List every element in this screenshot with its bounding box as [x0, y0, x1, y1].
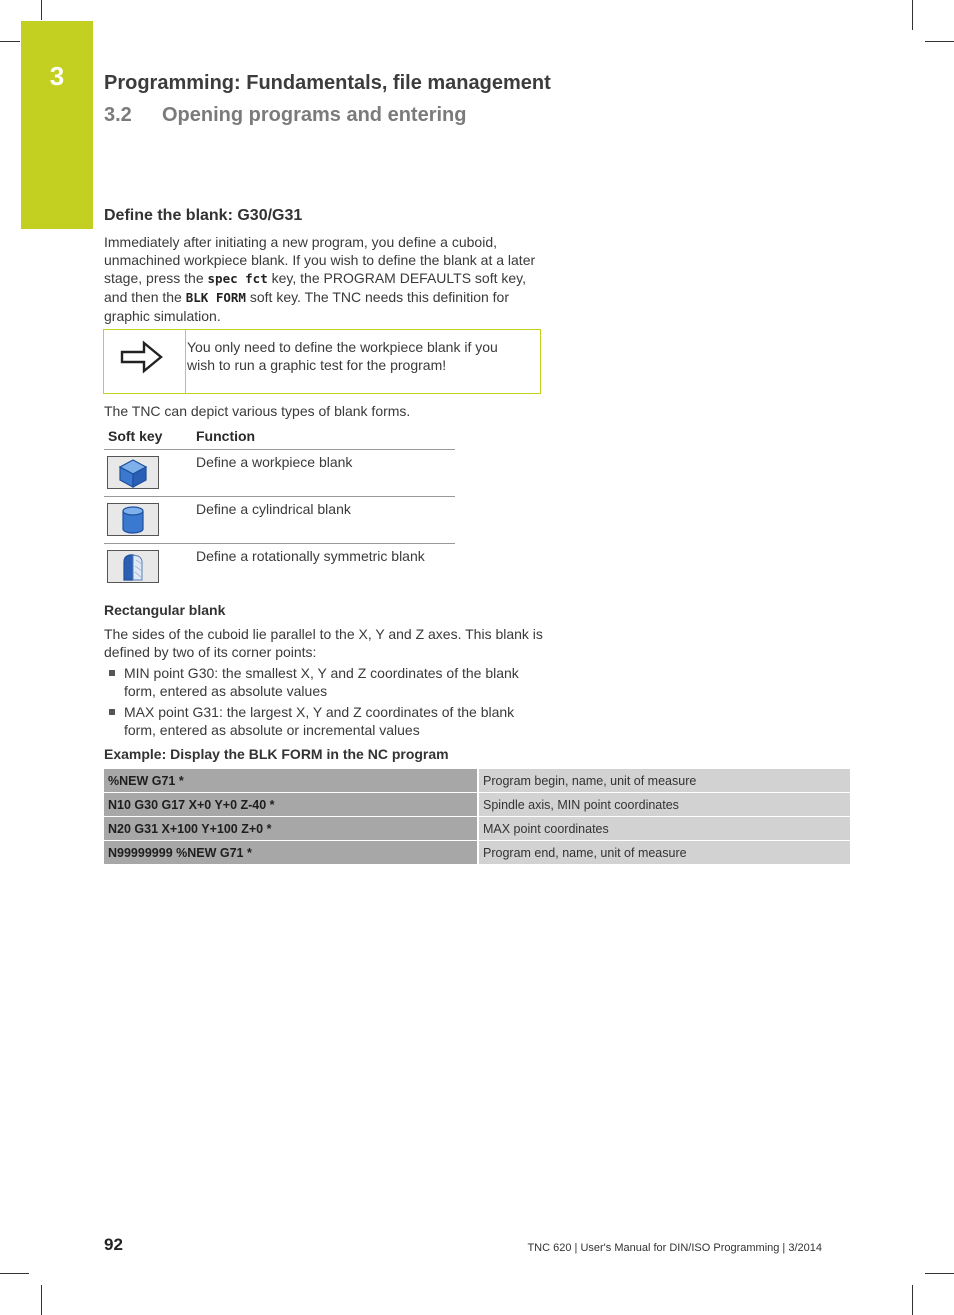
- forms-intro: The TNC can depict various types of blank forms.: [104, 403, 411, 419]
- function-text: Define a workpiece blank: [196, 454, 353, 470]
- softkey-table: [104, 426, 455, 590]
- spec-fct-key: spec fct: [207, 271, 268, 286]
- cuboid-blank-icon: [118, 458, 148, 488]
- note-divider: [185, 330, 186, 393]
- nc-code: N20 G31 X+100 Y+100 Z+0 *: [104, 817, 478, 841]
- cylinder-blank-softkey[interactable]: [107, 503, 159, 536]
- crop-mark: [41, 0, 42, 20]
- crop-mark: [0, 1273, 29, 1274]
- subheading-rectangular: Rectangular blank: [104, 602, 226, 618]
- function-text: Define a rotationally symmetric blank: [196, 548, 425, 564]
- bullet-list: [104, 664, 544, 742]
- nc-code: %NEW G71 *: [104, 769, 478, 793]
- section-heading: Define the blank: G30/G31: [104, 207, 303, 224]
- cuboid-blank-softkey[interactable]: [107, 456, 159, 489]
- arrow-right-icon: [120, 340, 164, 379]
- list-item: MIN point G30: the smallest X, Y and Z coordinates of the blank form, entered as absolute values: [104, 664, 544, 700]
- section-number: 3.2: [104, 104, 132, 126]
- nc-description: Program end, name, unit of measure: [478, 841, 850, 865]
- softkey-table-header: [104, 426, 455, 450]
- table-row: [104, 497, 455, 544]
- function-text: Define a cylindrical blank: [196, 501, 351, 517]
- page-number: 92: [104, 1235, 123, 1254]
- crop-mark: [925, 41, 954, 42]
- crop-mark: [41, 1285, 42, 1315]
- table-row: [104, 841, 850, 865]
- nc-description: Program begin, name, unit of measure: [478, 769, 850, 793]
- note-text: You only need to define the workpiece blank if you wish to run a graphic test for the program!: [187, 339, 498, 373]
- nc-program-table: [104, 769, 850, 865]
- crop-mark: [912, 0, 913, 30]
- cylinder-blank-icon: [119, 505, 147, 535]
- header-function: Function: [196, 428, 256, 444]
- crop-mark: [0, 41, 20, 42]
- rotational-blank-icon: [116, 552, 150, 582]
- table-row: [104, 793, 850, 817]
- crop-mark: [925, 1273, 954, 1274]
- nc-description: Spindle axis, MIN point coordinates: [478, 793, 850, 817]
- footer-text: TNC 620 | User's Manual for DIN/ISO Programming | 3/2014: [527, 1242, 822, 1254]
- header-softkey: Soft key: [108, 428, 163, 444]
- crop-mark: [912, 1285, 913, 1315]
- chapter-tab: [21, 21, 93, 229]
- table-row: [104, 769, 850, 793]
- note-box: [103, 329, 541, 394]
- example-heading: Example: Display the BLK FORM in the NC program: [104, 746, 449, 762]
- blk-form-key: BLK FORM: [185, 290, 246, 305]
- section-title: Opening programs and entering: [162, 104, 467, 126]
- rectangular-text: The sides of the cuboid lie parallel to the X, Y and Z axes. This blank is defined by two of its corner points:: [104, 626, 543, 660]
- nc-code: N99999999 %NEW G71 *: [104, 841, 478, 865]
- rotational-blank-softkey[interactable]: [107, 550, 159, 583]
- table-row: [104, 450, 455, 497]
- nc-description: MAX point coordinates: [478, 817, 850, 841]
- list-item: MAX point G31: the largest X, Y and Z coordinates of the blank form, entered as absolute or incremental values: [104, 703, 544, 739]
- nc-code: N10 G30 G17 X+0 Y+0 Z-40 *: [104, 793, 478, 817]
- chapter-number: 3: [49, 61, 65, 91]
- intro-paragraph: Immediately after initiating a new program, you define a cuboid, unmachined workpiece blank. If you wish to define the blank at a later stage, press the spec fct key, the PROGRAM DEFAULTS soft key, and then the BLK FORM soft key. The TNC needs this definition for graphic simulation.: [104, 234, 536, 324]
- chapter-title: Programming: Fundamentals, file management: [104, 72, 551, 94]
- table-row: [104, 817, 850, 841]
- table-row: [104, 544, 455, 590]
